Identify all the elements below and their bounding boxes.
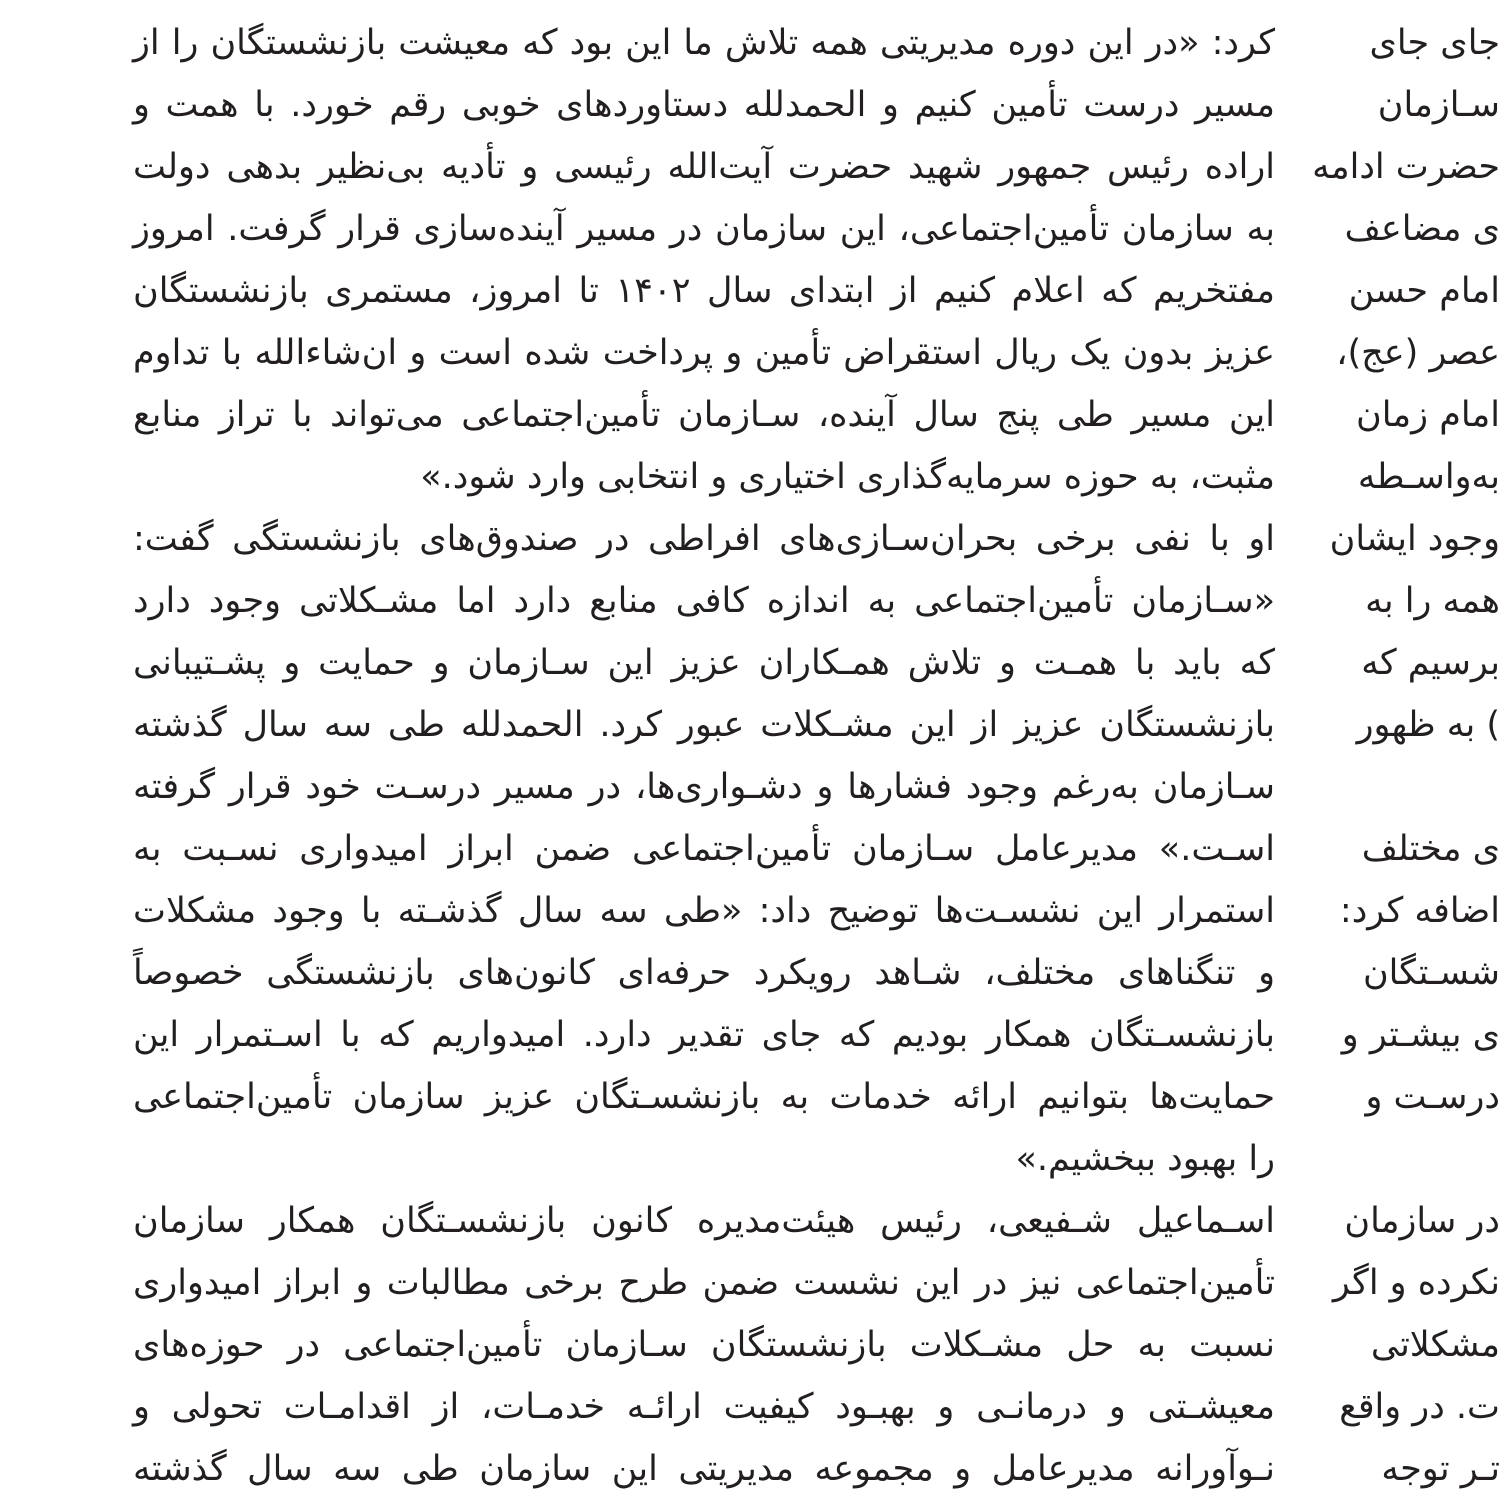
fragment-line: وجود ایشان bbox=[1329, 519, 1500, 559]
fragment-line: ی بیشـتر و bbox=[1341, 1015, 1500, 1055]
text-line: مفتخریم که اعلام کنیم از ابتدای سال ۱۴۰۲ تا امروز، مستمری بازنشستگان bbox=[133, 271, 1275, 311]
main-text-column bbox=[133, 12, 1275, 1500]
fragment-line: تـر توجه bbox=[1381, 1449, 1500, 1489]
fragment-line: به‌واسـطه bbox=[1357, 457, 1500, 497]
text-line: مسیر درست تأمین کنیم و الحمدلله دستاوردهای خوبی رقم خورد. با همت و bbox=[133, 85, 1275, 125]
text-line: نسبت به حل مشـکلات بازنشستگان سـازمان تأمین‌اجتماعی در حوزه‌های bbox=[133, 1325, 1275, 1365]
fragment-line: سـازمان bbox=[1377, 85, 1500, 125]
fragment-line: امام زمان bbox=[1356, 395, 1500, 435]
fragment-line: شسـتگان bbox=[1362, 953, 1500, 993]
text-line: اسـماعیل شـفیعی، رئیس هیئت‌مدیره کانون بازنشسـتگان همکار سازمان bbox=[133, 1201, 1275, 1241]
text-line: تأمین‌اجتماعی نیز در این نشست ضمن طرح برخی مطالبات و ابراز امیدواری bbox=[133, 1263, 1275, 1303]
text-line: حمایت‌ها بتوانیم ارائه خدمات به بازنشسـتگان عزیز سازمان تأمین‌اجتماعی bbox=[133, 1077, 1275, 1117]
text-line: که باید با همـت و تلاش همـکاران عزیز این سـازمان و حمایت و پشـتیبانی bbox=[133, 643, 1275, 683]
text-line: بازنشستگان عزیز از این مشـکلات عبور کرد. الحمدلله طی سه سال گذشته bbox=[133, 705, 1275, 745]
fragment-line: ی مضاعف bbox=[1344, 209, 1500, 249]
fragment-line: درسـت و bbox=[1365, 1077, 1500, 1117]
fragment-line bbox=[1200, 756, 1500, 818]
text-line: استمرار این نشسـت‌ها توضیح داد: «طی سه سال گذشـته با وجود مشکلات bbox=[133, 891, 1275, 931]
fragment-line: اضافه کرد: bbox=[1339, 891, 1500, 931]
fragment-line: ت. در واقع bbox=[1339, 1387, 1500, 1427]
fragment-line: در سازمان bbox=[1344, 1201, 1500, 1241]
fragment-line: ) به ظهور bbox=[1356, 705, 1500, 745]
text-line: معیشـتی و درمانـی و بهبـود کیفیت ارائـه خدمـات، از اقدامـات تحولی و bbox=[133, 1387, 1275, 1427]
adjacent-column-fragment bbox=[1312, 12, 1500, 1500]
text-line: عزیز بدون یک ریال استقراض تأمین و پرداخت شده است و ان‌شاءالله با تداوم bbox=[133, 333, 1275, 373]
fragment-line: امام حسن bbox=[1348, 271, 1500, 311]
fragment-line bbox=[1200, 1128, 1500, 1190]
fragment-line: جای جای bbox=[1369, 23, 1500, 63]
text-line: و تنگناهای مختلف، شـاهد رویکرد حرفه‌ای کانون‌های بازنشستگی خصوصاً bbox=[133, 953, 1275, 993]
text-line: به سازمان تأمین‌اجتماعی، این سازمان در مسیر آینده‌سازی قرار گرفت. امروز bbox=[133, 209, 1275, 249]
text-line: اراده رئیس جمهور شهید حضرت آیت‌الله رئیسی و تأدیه بی‌نظیر بدهی دولت bbox=[133, 147, 1275, 187]
fragment-line: مشکلاتی bbox=[1370, 1325, 1500, 1365]
fragment-line: ی مختلف bbox=[1361, 829, 1500, 869]
text-line: کرد: «در این دوره مدیریتی همه تلاش ما این بود که معیشت بازنشستگان را از bbox=[133, 23, 1275, 63]
fragment-line: همه را به bbox=[1365, 581, 1500, 621]
text-line: مثبت، به حوزه سرمایه‌گذاری اختیاری و انتخابی وارد شود.» bbox=[420, 457, 1275, 497]
text-line: سـازمان به‌رغم وجود فشارها و دشـواری‌ها، در مسیر درسـت خود قرار گرفته bbox=[133, 767, 1275, 807]
text-line: بازنشسـتگان همکار بودیم که جای تقدیر دارد. امیدواریم که با اسـتمرار این bbox=[133, 1015, 1275, 1055]
text-line: را بهبود ببخشیم.» bbox=[1015, 1139, 1275, 1179]
text-line: این مسیر طی پنج سال آینده، سـازمان تأمین‌اجتماعی می‌تواند با تراز منابع bbox=[133, 395, 1275, 435]
text-line: اسـت.» مدیرعامل سـازمان تأمین‌اجتماعی ضمن ابراز امیدواری نسـبت به bbox=[133, 829, 1275, 869]
fragment-line: حضرت ادامه bbox=[1312, 147, 1500, 187]
text-line: «سـازمان تأمین‌اجتماعی به اندازه کافی منابع دارد اما مشـکلاتی وجود دارد bbox=[133, 581, 1275, 621]
fragment-line: نکرده و اگر bbox=[1332, 1263, 1500, 1303]
fragment-line: عصر (عج)، bbox=[1336, 333, 1500, 373]
fragment-line: برسیم که bbox=[1361, 643, 1500, 683]
text-line: او با نفی برخی بحران‌سـازی‌های افراطی در صندوق‌های بازنشستگی گفت: bbox=[133, 519, 1275, 559]
text-line: نـوآورانه مدیرعامل و مجموعه مدیریتی این سازمان طی سه سال گذشته bbox=[133, 1449, 1275, 1489]
